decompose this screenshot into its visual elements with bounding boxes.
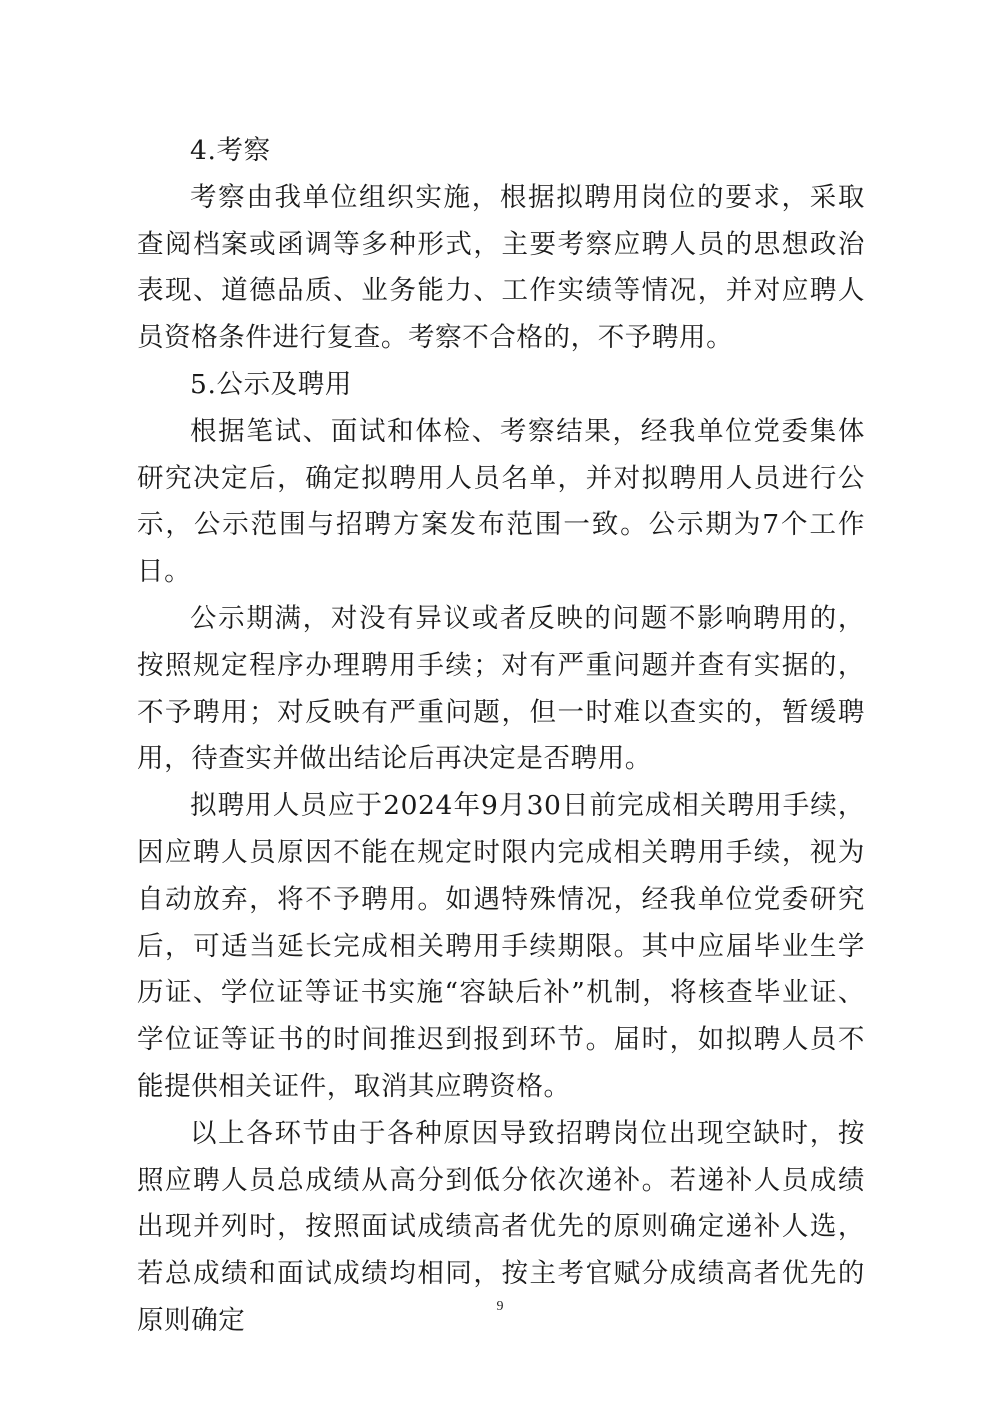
page-number: 9 [496, 1299, 504, 1314]
paragraph-vacancy-substitution: 以上各环节由于各种原因导致招聘岗位出现空缺时，按照应聘人员总成绩从高分到低分依次递补。若递补人员成绩出现并列时，按照面试成绩高者优先的原则确定递补人选，若总成绩和面试成绩均相同，按主考官赋分成绩高者优先的原则确定 [137, 1117, 865, 1336]
paragraph-publicity-expiry: 公示期满，对没有异议或者反映的问题不影响聘用的，按照规定程序办理聘用手续；对有严重问题并查有实据的，不予聘用；对反映有严重问题，但一时难以查实的，暂缓聘用，待查实并做出结论后再决定是否聘用。 [137, 602, 865, 775]
paragraph-inspection: 考察由我单位组织实施，根据拟聘用岗位的要求，采取查阅档案或函调等多种形式，主要考察应聘人员的思想政治表现、道德品质、业务能力、工作实绩等情况，并对应聘人员资格条件进行复查。考察不合格的，不予聘用。 [137, 181, 865, 354]
section-heading-publicity-and-employment: 5.公示及聘用 [190, 368, 352, 400]
document-body [137, 128, 865, 1345]
paragraph-candidate-list: 根据笔试、面试和体检、考察结果，经我单位党委集体研究决定后，确定拟聘用人员名单，并对拟聘用人员进行公示，公示范围与招聘方案发布范围一致。公示期为7个工作日。 [137, 415, 865, 588]
paragraph-employment-deadline: 拟聘用人员应于2024年9月30日前完成相关聘用手续，因应聘人员原因不能在规定时限内完成相关聘用手续，视为自动放弃，将不予聘用。如遇特殊情况，经我单位党委研究后，可适当延长完成相关聘用手续期限。其中应届毕业生学历证、学位证等证书实施“容缺后补”机制，将核查毕业证、学位证等证书的时间推迟到报到环节。届时，如拟聘人员不能提供相关证件，取消其应聘资格。 [137, 790, 865, 1102]
section-heading-inspection: 4.考察 [190, 135, 271, 166]
